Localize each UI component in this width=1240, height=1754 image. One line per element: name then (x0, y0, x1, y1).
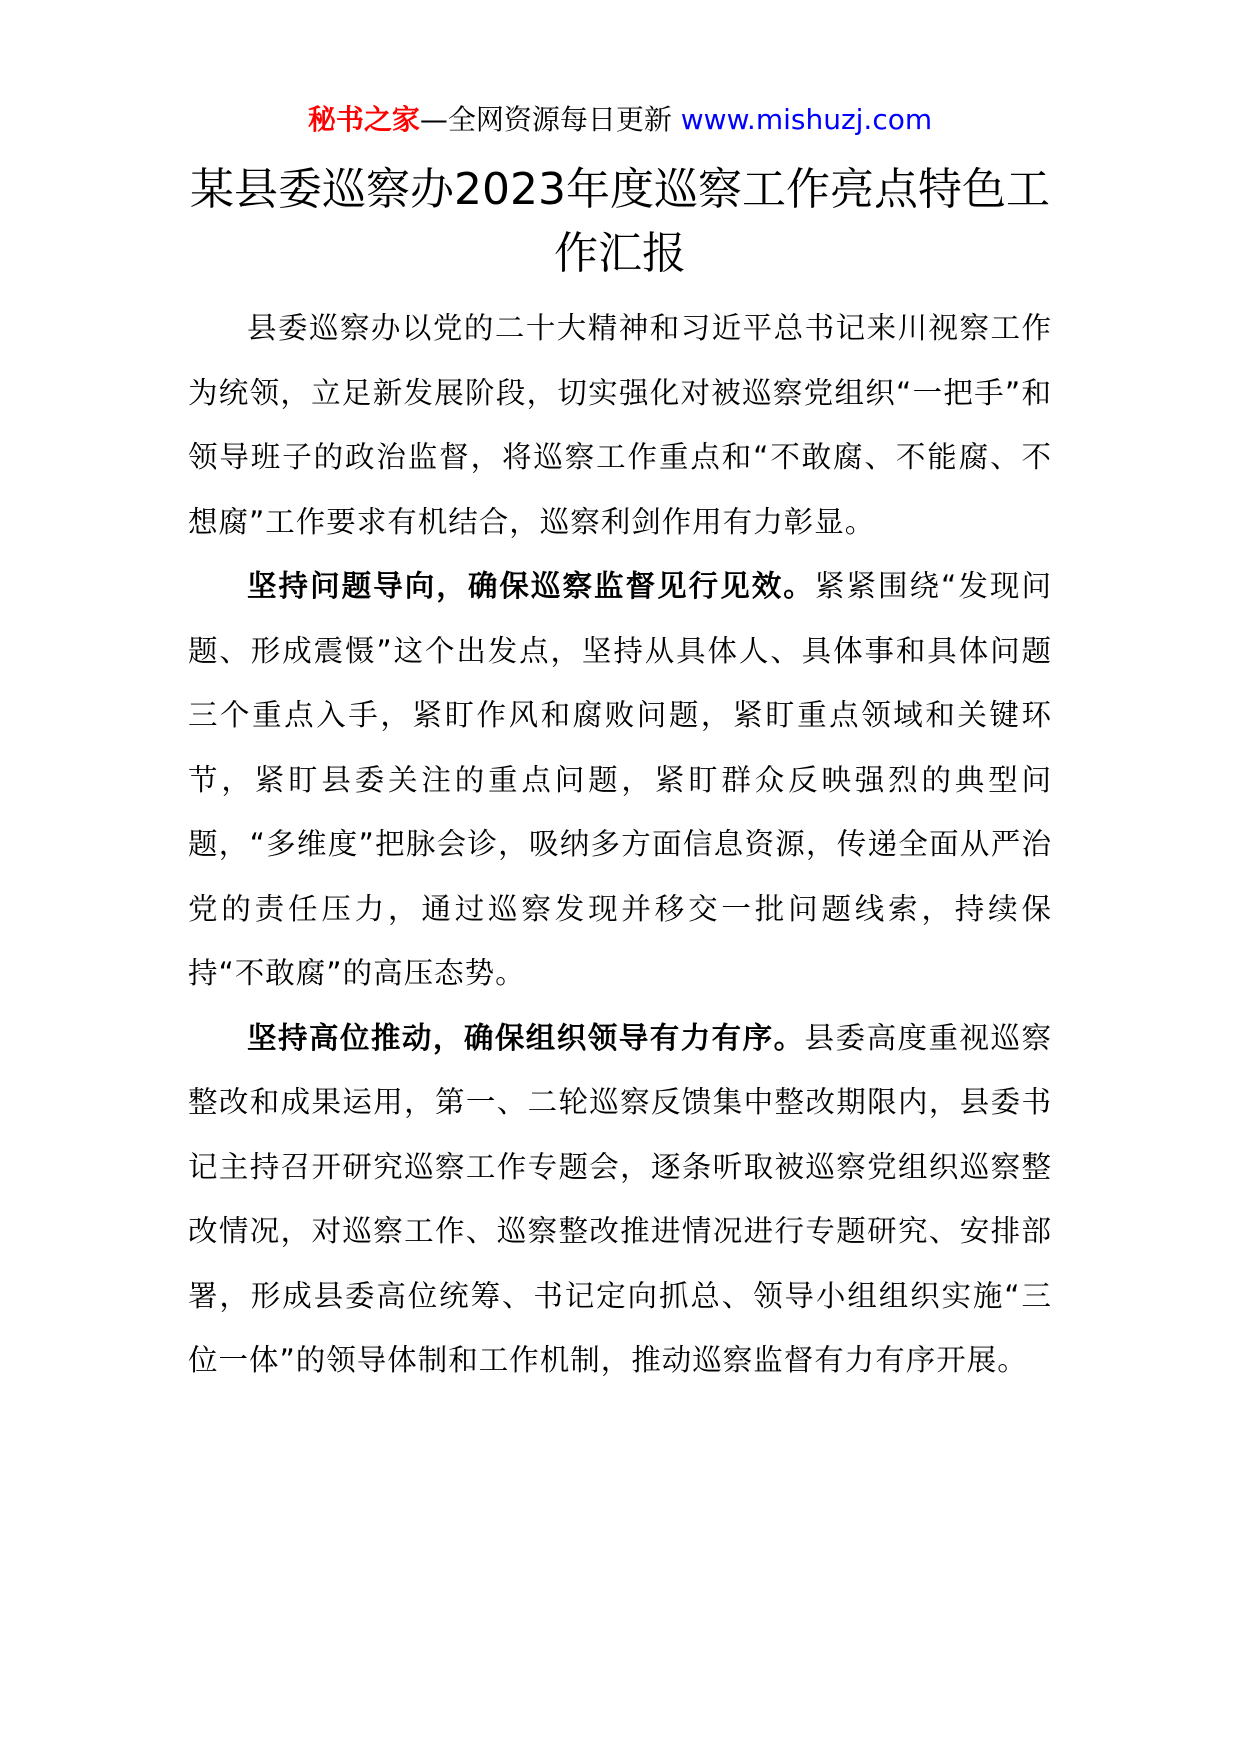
document-body (188, 296, 1052, 1393)
paragraph-text: 县委巡察办以党的二十大精神和习近平总书记来川视察工作为统领，立足新发展阶段，切实强化对被巡察党组织“一把手”和领导班子的政治监督，将巡察工作重点和“不敢腐、不能腐、不想腐”工作要求有机结合，巡察利剑作用有力彰显。 (188, 311, 1052, 539)
brand-name: 秘书之家 (307, 103, 420, 136)
paragraph-text: 紧紧围绕“发现问题、形成震慑”这个出发点，坚持从具体人、具体事和具体问题三个重点入手，紧盯作风和腐败问题，紧盯重点领域和关键环节，紧盯县委关注的重点问题，紧盯群众反映强烈的典型问题，“多维度”把脉会诊，吸纳多方面信息资源，传递全面从严治党的责任压力，通过巡察发现并移交一批问题线索，持续保持“不敢腐”的高压态势。 (188, 569, 1052, 990)
paragraph-lead: 坚持高位推动，确保组织领导有力有序。 (247, 1020, 805, 1055)
paragraph-lead: 坚持问题导向，确保巡察监督见行见效。 (247, 569, 815, 603)
paragraph-problem-oriented (188, 554, 1052, 1006)
site-header (0, 100, 1240, 140)
header-tagline: —全网资源每日更新 (419, 103, 681, 136)
paragraph-text: 县委高度重视巡察整改和成果运用，第一、二轮巡察反馈集中整改期限内，县委书记主持召开研究巡察工作专题会，逐条听取被巡察党组织巡察整改情况，对巡察工作、巡察整改推进情况进行专题研究、安排部署，形成县委高位统筹、书记定向抓总、领导小组组织实施“三位一体”的领导体制和工作机制，推动巡察监督有力有序开展。 (188, 1020, 1052, 1377)
site-url-link[interactable]: www.mishuzj.com (680, 103, 933, 136)
paragraph-high-level-promotion (188, 1006, 1052, 1393)
document-title: 某县委巡察办2023年度巡察工作亮点特色工作汇报 (190, 164, 1050, 279)
paragraph-intro (188, 296, 1052, 554)
